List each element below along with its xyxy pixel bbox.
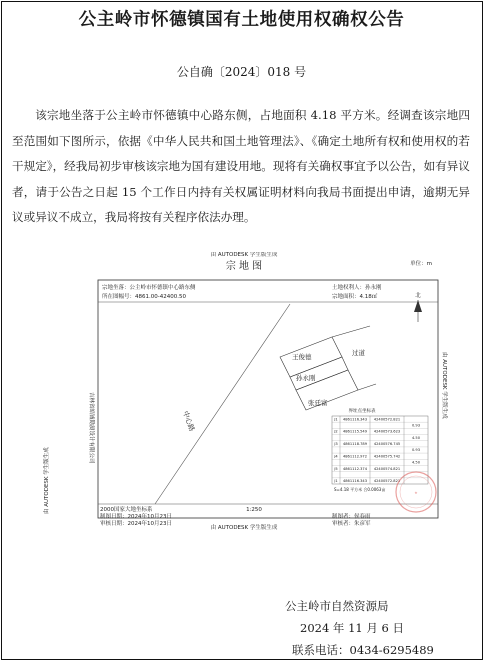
- coord-cell: 4861118.789: [342, 442, 368, 447]
- coord-cell: 4861116.343: [342, 479, 368, 484]
- coord-cell: 0.93: [411, 448, 421, 453]
- contact-phone: 联系电话：0434-6295489: [292, 643, 434, 657]
- left-company-label: 吉林省皓铖勘测设计有限公司: [88, 392, 94, 464]
- boundary-ext-south: [358, 384, 376, 390]
- coord-cell: J1: [334, 479, 338, 484]
- road-line: [155, 304, 290, 504]
- map-draw-date: 制图日期：2024年10月23日: [100, 514, 172, 520]
- coord-cell: 4.50: [411, 460, 421, 465]
- boundary-ext-north: [332, 326, 370, 337]
- map-drafter: 制图者：侯春雨: [332, 514, 371, 520]
- company-seal: [396, 472, 436, 512]
- watermark-top: 由 AUTODESK 学生版生成: [210, 252, 278, 258]
- neighbor-north-label: 王俊德: [292, 353, 312, 361]
- north-arrow-icon: [414, 300, 422, 322]
- road-label: 中心路: [181, 409, 196, 433]
- coord-cell: 4861112.374: [342, 466, 368, 471]
- coord-cell: 4861115.549: [342, 429, 368, 434]
- map-check-date: 审核日期：2024年10月23日: [100, 521, 172, 527]
- watermark-bottom: 由 AUTODESK 学生版生成: [210, 525, 278, 530]
- page-title: 公主岭市怀德镇国有土地使用权确权公告: [78, 10, 405, 30]
- svg-text:★: ★: [414, 490, 418, 495]
- coord-note: S=4.18 平方米 合0.0063亩: [334, 487, 386, 492]
- coord-table-title: 界址点坐标表: [348, 409, 376, 414]
- map-datum: 2000国家大地坐标系: [100, 507, 153, 513]
- coord-cell: 42400573.623: [373, 429, 401, 434]
- map-units: 单位：m: [410, 261, 432, 267]
- map-title: 宗 地 图: [225, 261, 263, 272]
- coord-cell: 42400575.742: [373, 454, 401, 459]
- map-checker: 审核者：朱彦军: [332, 521, 371, 527]
- parcel-map: [40, 252, 448, 530]
- coord-table: [332, 416, 428, 484]
- coord-cell: 42400572.821: [373, 479, 401, 484]
- coord-cell: J2: [334, 429, 338, 434]
- coord-cell: 42400576.745: [373, 442, 401, 447]
- coord-cell: 4861116.343: [342, 417, 368, 422]
- document-number: 公自确〔2024〕018 号: [176, 65, 307, 79]
- issuing-authority: 公主岭市自然资源局: [285, 599, 389, 613]
- coord-cell: J1: [334, 417, 338, 422]
- map-scale: 1:250: [246, 507, 262, 513]
- neighbor-east-label: 过道: [352, 349, 365, 357]
- parcel-owner-label: 孙永刚: [296, 374, 316, 382]
- coord-cell: 4.50: [411, 435, 421, 440]
- coord-cell: J4: [334, 454, 338, 459]
- north-label: 北: [415, 293, 421, 299]
- coord-cell: 0.93: [411, 423, 421, 428]
- coord-cell: 42400574.821: [373, 466, 401, 471]
- coord-cell: J3: [334, 442, 338, 447]
- issue-date: 2024 年 11 月 6 日: [300, 621, 404, 635]
- map-owner: 土地权利人：孙永刚: [332, 285, 382, 291]
- neighbor-south-label: 张廷富: [308, 399, 328, 407]
- coord-cell: 4861112.972: [342, 454, 368, 459]
- watermark-left: 由 AUTODESK 学生版生成: [44, 447, 50, 514]
- map-area: 宗地面积：4.18㎡: [332, 294, 378, 300]
- map-location: 宗地坐落：公主岭市怀德镇中心路东侧: [102, 285, 196, 291]
- watermark-right: 由 AUTODESK 学生版生成: [441, 352, 447, 419]
- coord-cell: 42400572.821: [373, 417, 401, 422]
- announcement-body: 该宗地坐落于公主岭市怀德镇中心路东侧，占地面积 4.18 平方米。经调查该宗地四至范围如下图所示，依据《中华人民共和国土地管理法》、《确定土地所有权和使用权的若干规定》，经我局初步审核该宗地为国有建设用地。现将有关确权事宜予以公告，如有异议者，请于公告之日起 15 个工作日内持有关权属证明材料向我局书面提出申请，逾期无异议或异议不成立，我局将按有关程序依法办理。: [12, 108, 470, 224]
- map-sheet-no: 所在图幅号：4861.00-42400.50: [102, 294, 186, 300]
- coord-cell: J5: [334, 466, 338, 471]
